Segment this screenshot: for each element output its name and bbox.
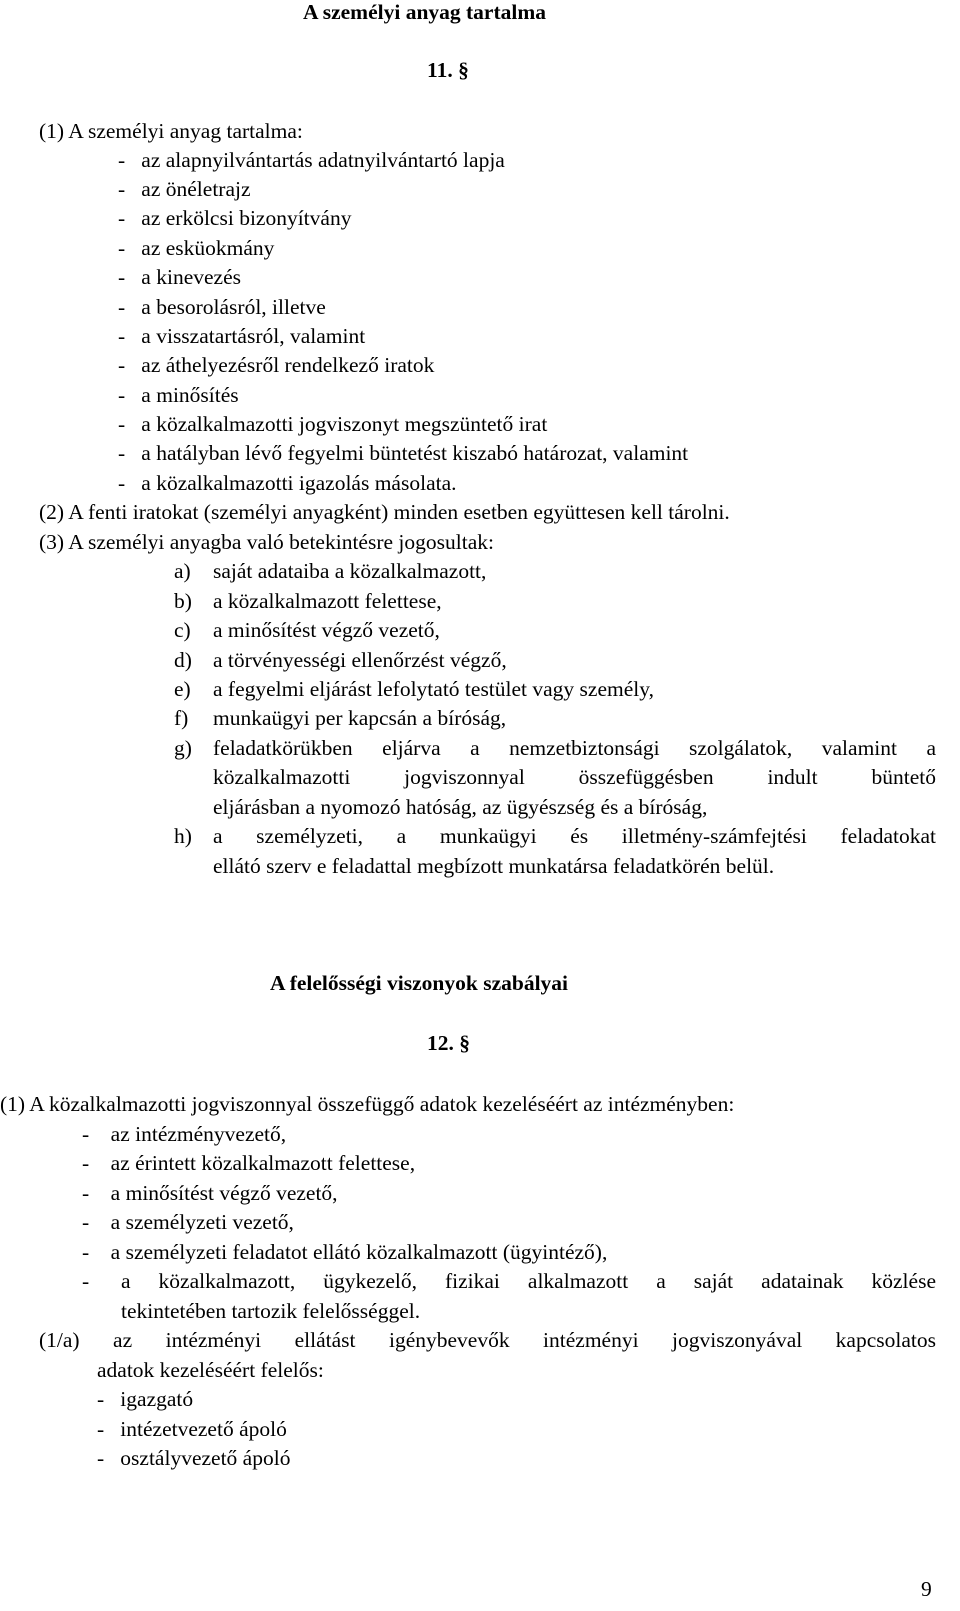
list-item: - a személyzeti vezető,	[82, 1210, 294, 1234]
section-12-heading: A felelősségi viszonyok szabályai	[270, 971, 569, 995]
s11-p1-intro: (1) A személyi anyag tartalma:	[39, 119, 303, 143]
list-item-continued: tekintetében tartozik felelősséggel.	[121, 1299, 421, 1323]
list-item: munkaügyi per kapcsán a bíróság,	[213, 706, 507, 730]
list-item-label: d)	[174, 648, 192, 672]
list-item-label: a)	[174, 559, 191, 583]
list-item: - igazgató	[97, 1387, 194, 1411]
s12-p1a-intro-continued: adatok kezeléséért felelős:	[97, 1358, 324, 1382]
list-item: - az áthelyezésről rendelkező iratok	[118, 353, 435, 377]
list-item-label: e)	[174, 677, 191, 701]
list-item-continued: eljárásban a nyomozó hatóság, az ügyészség és a bíróság,	[213, 795, 708, 819]
s11-p2: (2) A fenti iratokat (személyi anyagként) minden esetben együttesen kell tárolni.	[39, 500, 730, 524]
list-item: feladatkörükben eljárva a nemzetbiztonsági szolgálatok, valamint a	[213, 736, 936, 760]
list-item: - osztályvezető ápoló	[97, 1446, 291, 1470]
list-item: - a kinevezés	[118, 265, 241, 289]
s11-p3-intro: (3) A személyi anyagba való betekintésre jogosultak:	[39, 530, 494, 554]
page-number: 9	[921, 1577, 932, 1601]
list-item-label: c)	[174, 618, 191, 642]
list-item-dash: -	[82, 1269, 90, 1293]
list-item: - a közalkalmazotti jogviszonyt megszüntető irat	[118, 412, 548, 436]
list-item: a minősítést végző vezető,	[213, 618, 440, 642]
section-12-number: 12. §	[427, 1031, 470, 1055]
list-item: a személyzeti, a munkaügyi és illetmény-számfejtési feladatokat	[213, 824, 936, 848]
list-item: a közalkalmazott, ügykezelő, fizikai alkalmazott a saját adatainak közlése	[121, 1269, 936, 1293]
section-11-number: 11. §	[427, 58, 469, 82]
list-item: - a visszatartásról, valamint	[118, 324, 366, 348]
list-item: - intézetvezető ápoló	[97, 1417, 287, 1441]
list-item: - az alapnyilvántartás adatnyilvántartó lapja	[118, 148, 505, 172]
list-item: - a minősítés	[118, 383, 239, 407]
list-item-label: b)	[174, 589, 192, 613]
list-item: - a besorolásról, illetve	[118, 295, 326, 319]
list-item: a törvényességi ellenőrzést végző,	[213, 648, 507, 672]
list-item: - az erkölcsi bizonyítvány	[118, 206, 352, 230]
list-item-label: g)	[174, 736, 192, 760]
list-item: saját adataiba a közalkalmazott,	[213, 559, 487, 583]
list-item-continued: közalkalmazotti jogviszonnyal összefüggésben indult büntető	[213, 765, 936, 789]
list-item: - a hatályban lévő fegyelmi büntetést kiszabó határozat, valamint	[118, 441, 689, 465]
list-item-label: h)	[174, 824, 192, 848]
list-item: - az önéletrajz	[118, 177, 251, 201]
list-item: - az intézményvezető,	[82, 1122, 287, 1146]
list-item: - a személyzeti feladatot ellátó közalkalmazott (ügyintéző),	[82, 1240, 608, 1264]
list-item: - a közalkalmazotti igazolás másolata.	[118, 471, 457, 495]
list-item: - a minősítést végző vezető,	[82, 1181, 338, 1205]
list-item: a fegyelmi eljárást lefolytató testület vagy személy,	[213, 677, 654, 701]
s12-p1a-intro: (1/a) az intézményi ellátást igénybevevők intézményi jogviszonyával kapcsolatos	[39, 1328, 936, 1352]
list-item: - az érintett közalkalmazott felettese,	[82, 1151, 416, 1175]
list-item-label: f)	[174, 706, 189, 730]
list-item: - az esküokmány	[118, 236, 275, 260]
list-item-continued: ellátó szerv e feladattal megbízott munkatársa feladatkörén belül.	[213, 854, 775, 878]
section-11-heading: A személyi anyag tartalma	[303, 0, 547, 24]
s12-p1-intro: (1) A közalkalmazotti jogviszonnyal összefüggő adatok kezeléséért az intézményben:	[0, 1092, 735, 1116]
list-item: a közalkalmazott felettese,	[213, 589, 442, 613]
